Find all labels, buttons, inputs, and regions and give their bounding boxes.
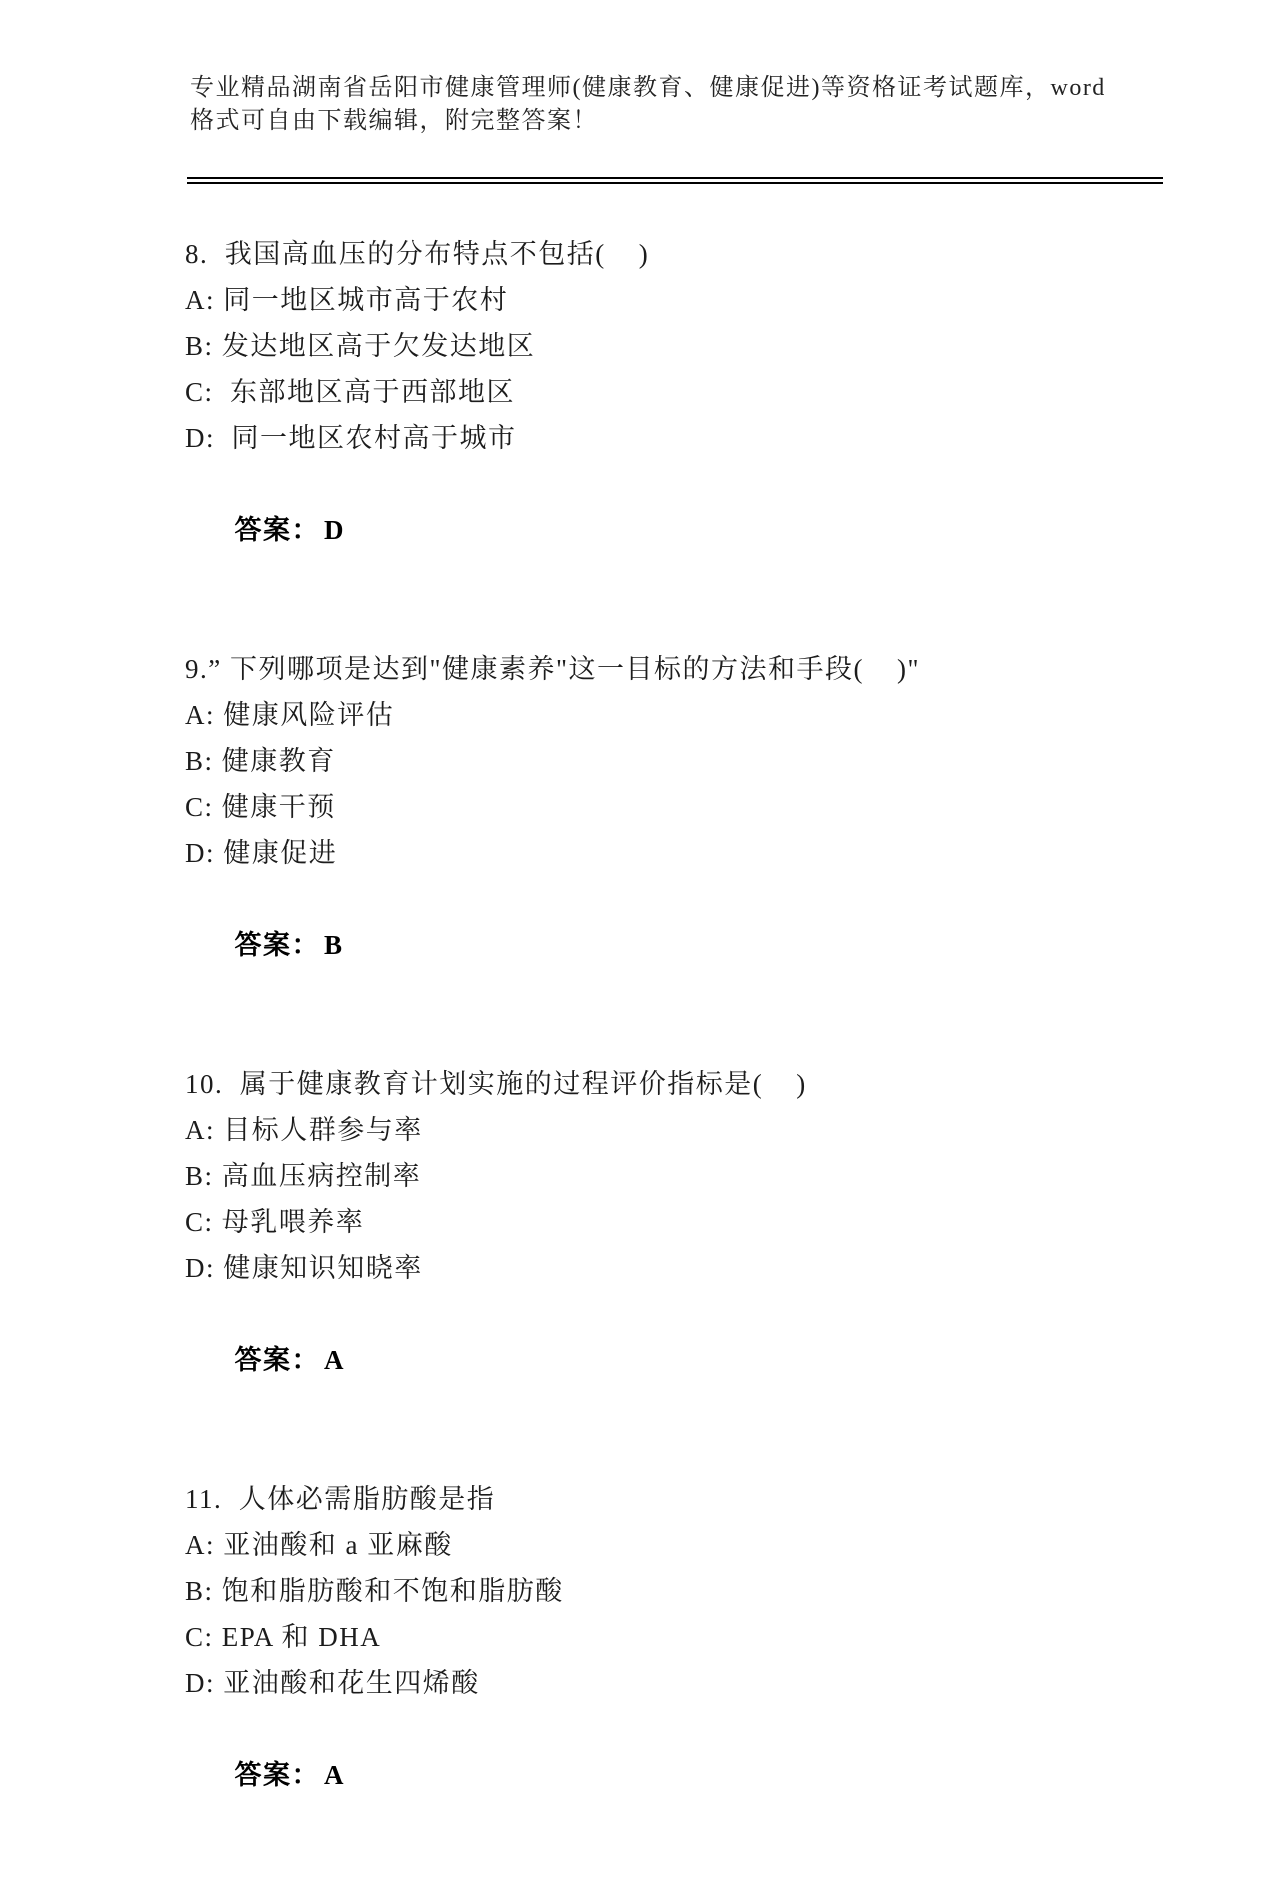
option-line: B: 发达地区高于欠发达地区 [185, 331, 536, 361]
answer-line [185, 1291, 1165, 1429]
option-line: A: 同一地区城市高于农村 [185, 285, 509, 315]
option-line: C: 东部地区高于西部地区 [185, 377, 516, 407]
option-line: D: 亚油酸和花生四烯酸 [185, 1668, 480, 1698]
option-line: B: 饱和脂肪酸和不饱和脂肪酸 [185, 1576, 564, 1606]
answer-label: 答案： [234, 1345, 320, 1375]
question-text: 11. 人体必需脂肪酸是指 [185, 1484, 496, 1514]
option-line: B: 高血压病控制率 [185, 1161, 422, 1191]
answer-value: A [324, 1760, 345, 1790]
questions-list [185, 231, 1165, 1891]
document-header [190, 72, 1106, 138]
option-line: D: 健康知识知晓率 [185, 1253, 423, 1283]
option-line: D: 同一地区农村高于城市 [185, 423, 517, 453]
question-block [185, 646, 1165, 1014]
option-line: A: 健康风险评估 [185, 700, 395, 730]
question-text: 9.” 下列哪项是达到"健康素养"这一目标的方法和手段( )" [185, 654, 921, 684]
option-line: C: 母乳喂养率 [185, 1207, 365, 1237]
header-text-line1: 专业精品湖南省岳阳市健康管理师(健康教育、健康促进)等资格证考试题库，word [190, 75, 1106, 101]
answer-value: B [324, 930, 344, 960]
answer-label: 答案： [234, 515, 320, 545]
answer-label: 答案： [234, 930, 320, 960]
question-text: 10. 属于健康教育计划实施的过程评价指标是( ) [185, 1069, 807, 1099]
option-line: D: 健康促进 [185, 838, 338, 868]
option-line: C: EPA 和 DHA [185, 1622, 382, 1652]
header-text-line2: 格式可自由下载编辑，附完整答案！ [190, 108, 598, 134]
option-line: B: 健康教育 [185, 746, 336, 776]
answer-label: 答案： [234, 1760, 320, 1790]
question-block [185, 1476, 1165, 1844]
divider-bottom-line [187, 182, 1163, 184]
answer-line [185, 1706, 1165, 1844]
header-divider-double-rule [187, 177, 1163, 184]
option-line: A: 亚油酸和 a 亚麻酸 [185, 1530, 453, 1560]
question-text: 8. 我国高血压的分布特点不包括( ) [185, 239, 650, 269]
question-block [185, 231, 1165, 599]
answer-value: A [324, 1345, 345, 1375]
answer-value: D [324, 515, 345, 545]
option-line: A: 目标人群参与率 [185, 1115, 423, 1145]
answer-line [185, 876, 1165, 1014]
question-block [185, 1061, 1165, 1429]
answer-line [185, 461, 1165, 599]
option-line: C: 健康干预 [185, 792, 336, 822]
